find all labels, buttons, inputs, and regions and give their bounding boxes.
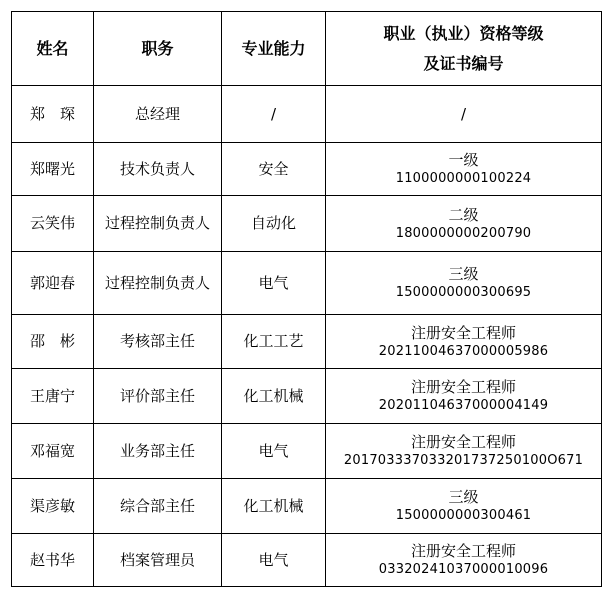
cell-name: 郑曙光 [12,143,94,196]
cert-number: 20201104637000004149 [378,398,549,413]
cell-position: 综合部主任 [94,479,222,534]
cell-position: 业务部主任 [94,424,222,479]
cert-level: 三级 [448,265,479,283]
cell-ability: 化工机械 [222,479,326,534]
cert-number: 1800000000200790 [395,225,532,241]
cell-ability: 电气 [222,424,326,479]
cell-position: 档案管理员 [94,534,222,587]
cell-qualification [326,143,602,196]
cell-qualification [326,196,602,252]
cell-position: 评价部主任 [94,369,222,424]
cell-name: 王唐宁 [12,369,94,424]
cert-level: / [460,104,467,123]
cell-ability: / [222,86,326,143]
cell-qualification [326,479,602,534]
cert-number: 1500000000300695 [395,285,532,300]
cell-qualification [326,424,602,479]
cell-ability: 自动化 [222,196,326,252]
cell-qualification [326,534,602,587]
cell-qualification [326,369,602,424]
cell-name: 渠彦敏 [12,479,94,534]
table-row [12,369,602,424]
cell-name: 邓福宽 [12,424,94,479]
cert-level: 一级 [448,151,479,169]
cell-position: 技术负责人 [94,143,222,196]
cell-name: 郑 琛 [12,86,94,143]
cell-position: 过程控制负责人 [94,252,222,315]
cell-qualification [326,86,602,143]
header-position: 职务 [94,12,222,86]
cell-ability: 安全 [222,143,326,196]
table-row [12,315,602,369]
cell-ability: 电气 [222,534,326,587]
table-row [12,196,602,252]
table-row [12,424,602,479]
cert-number: 20211004637000005986 [378,343,549,359]
cert-level: 注册安全工程师 [410,542,516,560]
header-qualification [326,12,602,86]
header-row [12,12,602,86]
header-qualification-line1: 职业（执业）资格等级 [383,23,544,43]
cell-qualification [326,315,602,369]
cert-number: 1100000000100224 [395,171,532,186]
cell-name: 邵 彬 [12,315,94,369]
table-row [12,252,602,315]
table-row [12,534,602,587]
cell-ability: 化工工艺 [222,315,326,369]
cell-position: 过程控制负责人 [94,196,222,252]
cert-level: 注册安全工程师 [410,433,516,451]
cell-name: 云笑伟 [12,196,94,252]
cert-level: 二级 [448,205,479,224]
table-row [12,86,602,143]
cert-level: 三级 [448,488,479,506]
header-ability: 专业能力 [222,12,326,86]
cell-position: 考核部主任 [94,315,222,369]
cell-ability: 化工机械 [222,369,326,424]
cert-number: 03320241037000010096 [378,562,549,577]
cell-qualification [326,252,602,315]
cell-position: 总经理 [94,86,222,143]
cert-number: 1500000000300461 [395,508,532,523]
staff-qualification-table [11,11,602,587]
table-row [12,479,602,534]
cert-level: 注册安全工程师 [410,323,516,342]
header-name: 姓名 [12,12,94,86]
cell-name: 赵书华 [12,534,94,587]
table-row [12,143,602,196]
cell-name: 郭迎春 [12,252,94,315]
cell-ability: 电气 [222,252,326,315]
header-qualification-line2: 及证书编号 [423,53,504,73]
cert-number: 201703337033201737250100O671 [343,453,584,468]
cert-level: 注册安全工程师 [410,378,516,396]
